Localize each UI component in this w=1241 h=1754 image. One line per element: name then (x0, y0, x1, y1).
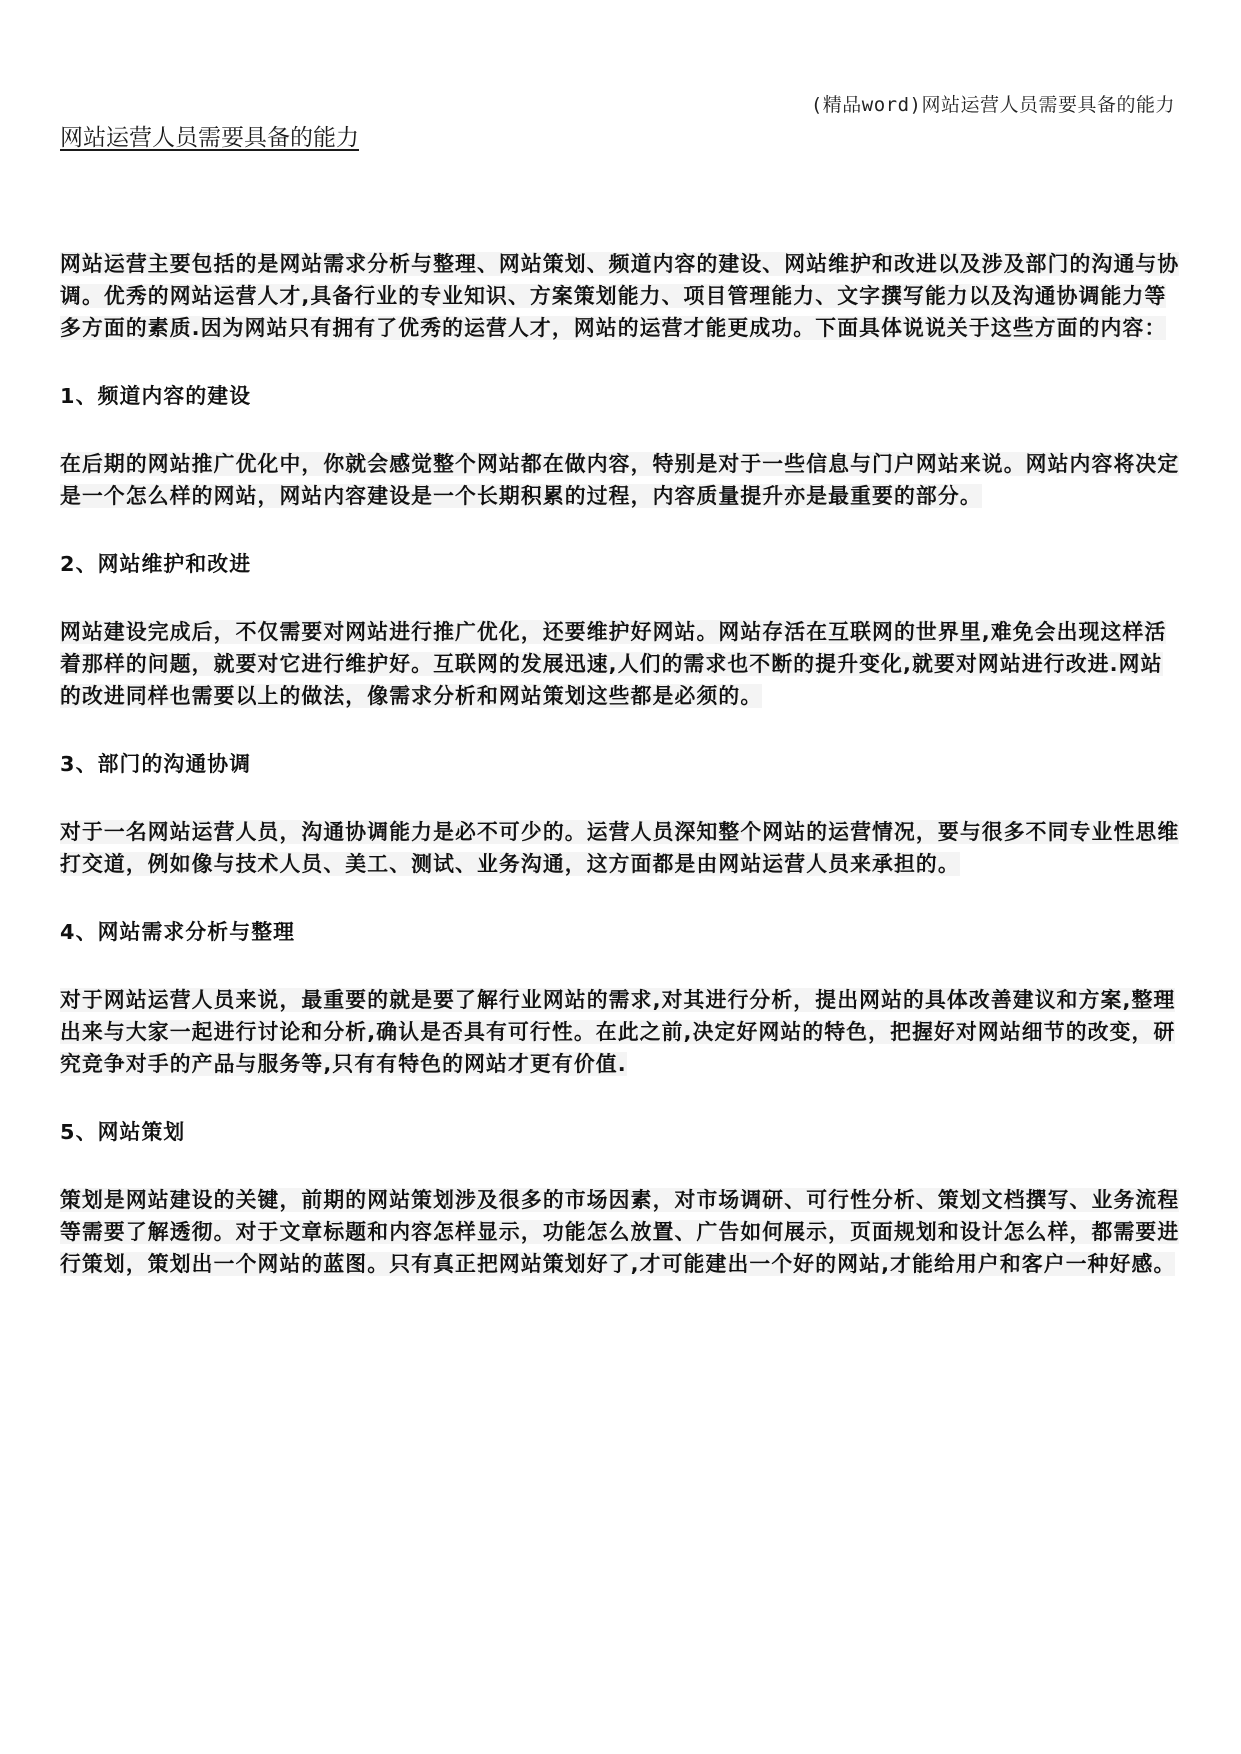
section-paragraph: 网站建设完成后，不仅需要对网站进行推广优化，还要维护好网站。网站存活在互联网的世界里,难免会出现这样活着那样的问题，就要对它进行维护好。互联网的发展迅速,人们的需求也不断的提升变化,就要对网站进行改进.网站的改进同样也需要以上的做法，像需求分析和网站策划这些都是必须的。 (60, 620, 1167, 708)
section-paragraph: 策划是网站建设的关键，前期的网站策划涉及很多的市场因素，对市场调研、可行性分析、策划文档撰写、业务流程等需要了解透彻。对于文章标题和内容怎样显示，功能怎么放置、广告如何展示，页面规划和设计怎么样，都需要进行策划，策划出一个网站的蓝图。只有真正把网站策划好了,才可能建出一个好的网站,才能给用户和客户一种好感。 (60, 1188, 1180, 1276)
section-paragraph: 对于网站运营人员来说，最重要的就是要了解行业网站的需求,对其进行分析，提出网站的具体改善建议和方案,整理出来与大家一起进行讨论和分析,确认是否具有可行性。在此之前,决定好网站的特色，把握好对网站细节的改变，研究竞争对手的产品与服务等,只有有特色的网站才更有价值. (60, 988, 1176, 1076)
intro-paragraph: 网站运营主要包括的是网站需求分析与整理、网站策划、频道内容的建设、网站维护和改进以及涉及部门的沟通与协调。优秀的网站运营人才,具备行业的专业知识、方案策划能力、项目管理能力、文字撰写能力以及沟通协调能力等多方面的素质.因为网站只有拥有了优秀的运营人才，网站的运营才能更成功。下面具体说说关于这些方面的内容： (60, 252, 1180, 340)
section-heading: 1、频道内容的建设 (60, 384, 252, 408)
section-paragraph: 在后期的网站推广优化中，你就会感觉整个网站都在做内容，特别是对于一些信息与门户网站来说。网站内容将决定是一个怎么样的网站，网站内容建设是一个长期积累的过程，内容质量提升亦是最重要的部分。 (60, 452, 1180, 508)
section-paragraph: 对于一名网站运营人员，沟通协调能力是必不可少的。运营人员深知整个网站的运营情况，要与很多不同专业性思维打交道，例如像与技术人员、美工、测试、业务沟通，这方面都是由网站运营人员来承担的。 (60, 820, 1180, 876)
page-title: 网站运营人员需要具备的能力 (60, 125, 359, 151)
section-heading: 3、部门的沟通协调 (60, 752, 252, 776)
section-heading: 4、网站需求分析与整理 (60, 920, 296, 944)
document-header: (精品word)网站运营人员需要具备的能力 (810, 94, 1175, 116)
document-body (60, 248, 1182, 1280)
section-heading: 5、网站策划 (60, 1120, 186, 1144)
section-heading: 2、网站维护和改进 (60, 552, 252, 576)
